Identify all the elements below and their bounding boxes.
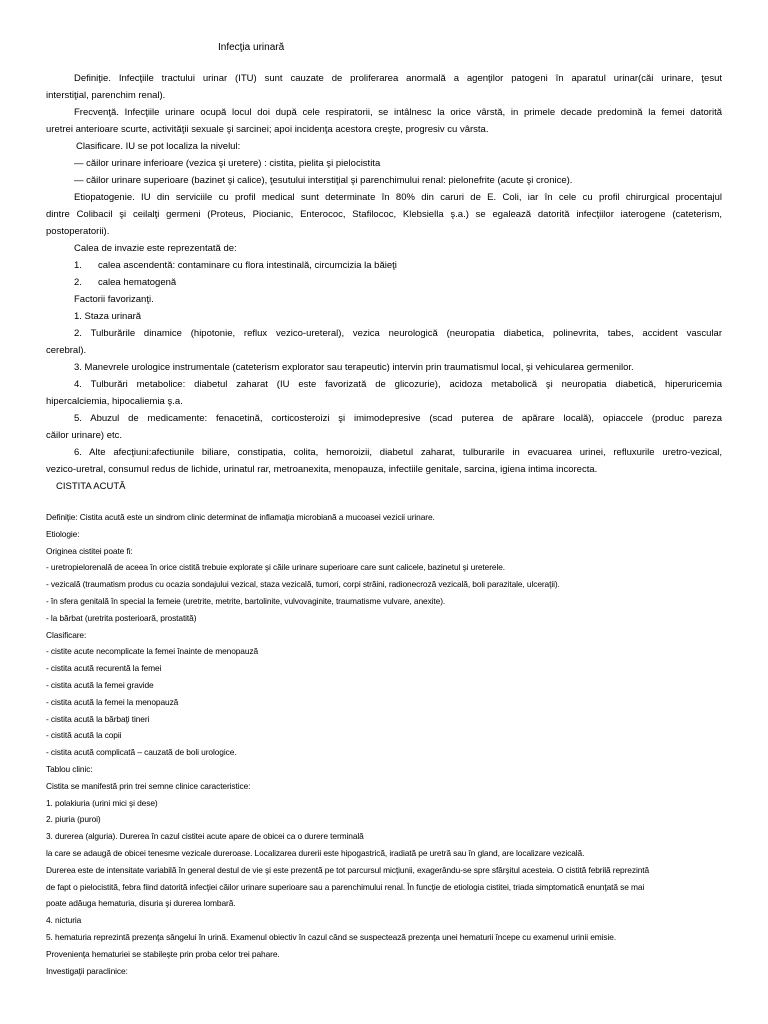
- paragraph-line: poate adăuga hematuria, disuria şi durerea lombară.: [46, 898, 236, 909]
- list-item: 5. hematuria reprezintă prezenţa sângelui în urină. Examenul obiectiv în cazul când se suspectează prezenţa unei hematurii începe cu examenul urinii emisie.: [46, 931, 617, 942]
- list-item: 4. Tulburări metabolice: diabetul zaharat (IU este favorizată de glicozurie), acidoza metabolică şi neuropatia diabetică, hiperuricemia: [74, 379, 722, 390]
- paragraph-line: Calea de invazie este reprezentată de:: [74, 243, 237, 254]
- list-item: [46, 257, 722, 274]
- list-item: - la bărbat (uretrita posterioară, prostatită): [46, 612, 197, 623]
- list-item: - vezicală (traumatism produs cu ocazia sondajului vezical, staza vezicală, tumori, corpi străini, radionecroză vezicală, boli parazitale, ulceraţii).: [46, 579, 560, 590]
- paragraph-line: Etiopatogenie. IU din serviciile cu profil medical sunt determinate în 80% din caruri de E. Coli, iar în cele cu profil chirurgical procentajul: [74, 192, 722, 203]
- paragraph-line: căilor urinare) etc.: [46, 430, 123, 441]
- list-item: 1. Staza urinară: [74, 311, 142, 322]
- subheading: Clasificare:: [46, 629, 87, 640]
- paragraph-line: Clasificare. IU se pot localiza la nivelul:: [76, 141, 241, 152]
- list-item: - cistita acută recurentă la femei: [46, 663, 162, 674]
- list-item: - cistită acută la copii: [46, 730, 122, 741]
- page-title: Infecţia urinară: [218, 42, 285, 53]
- list-item: 6. Alte afecţiuni:afectiunile biliare, constipatia, colita, hemoroizii, diabetul zaharat, tulburarile in evacuarea urinei, refluxurile uretro-vezical,: [74, 447, 722, 458]
- list-item: - cistita acută la femei la menopauză: [46, 696, 179, 707]
- list-item-text: calea hematogenă: [98, 277, 177, 288]
- paragraph-line: interstiţial, parenchim renal).: [46, 90, 166, 101]
- paragraph-line: Originea cistitei poate fi:: [46, 545, 133, 556]
- list-item: - cistita acută la bărbaţi tineri: [46, 713, 150, 724]
- paragraph-line: hipercalciemia, hipocaliemia ş.a.: [46, 396, 183, 407]
- subheading: Etiologie:: [46, 528, 80, 539]
- list-item: 1. polakiuria (urini mici şi dese): [46, 797, 158, 808]
- paragraph-line: postoperatorii).: [46, 226, 110, 237]
- list-item: 3. durerea (alguria). Durerea în cazul cistitei acute apare de obicei ca o durere terminală: [46, 831, 364, 842]
- list-item: 2. piuria (puroi): [46, 814, 101, 825]
- paragraph-line: dintre Colibacil şi ceilalţi germeni (Proteus, Piocianic, Enterococ, Stafilococ, Klebsiella ş.a.) se egalează datorită infecţiilor iaterogene (cateterism,: [46, 209, 722, 220]
- subheading: Investigaţii paraclinice:: [46, 965, 128, 976]
- list-item: - uretropielorenală de aceea în orice cistită trebuie explorate şi căile urinare superioare care sunt calicele, bazinetul şi ureterele.: [46, 562, 506, 573]
- list-item: [46, 274, 722, 291]
- paragraph-line: uretrei anterioare scurte, activităţii sexuale şi sarcinei; apoi incidenţa acestora creşte, progresiv cu vârsta.: [46, 124, 489, 135]
- list-item: 4. nicturia: [46, 915, 82, 926]
- paragraph-line: Definiţie. Infecţiile tractului urinar (ITU) sunt cauzate de proliferarea anormală a agenţilor patogeni în aparatul urinar(căi urinare, ţesut: [74, 73, 722, 84]
- paragraph-line: Durerea este de intensitate variabilă în general destul de vie şi este prezentă pe tot parcursul micţiunii, exagerându-se spre sfârşitul acesteia. O cistită febrilă reprezintă: [46, 864, 650, 875]
- list-item: - cistita acută complicată – cauzată de boli urologice.: [46, 747, 237, 758]
- list-item: — căilor urinare inferioare (vezica şi uretere) : cistita, pielita şi pielocistita: [74, 158, 381, 169]
- list-item: - cistita acută la femei gravide: [46, 679, 154, 690]
- paragraph-line: vezico-uretral, consumul redus de lichide, urinatul rar, metroanexita, menopauza, infectiile genitale, sarcina, igiena intima incorecta.: [46, 464, 598, 475]
- section-heading: CISTITA ACUTĂ: [56, 481, 126, 492]
- subheading: Tablou clinic:: [46, 763, 93, 774]
- paragraph-line: Provenienţa hematuriei se stabileşte prin proba celor trei pahare.: [46, 948, 280, 959]
- list-item: - în sfera genitală în special la femeie (uretrite, metrite, bartolinite, vulvovaginite, traumatisme vulvare, anexite).: [46, 595, 446, 606]
- paragraph-line: Factorii favorizanţi.: [74, 294, 154, 305]
- list-item: 2. Tulburările dinamice (hipotonie, reflux vezico-ureteral), vezica neurologică (neuropatia diabetica, polinevrita, tabes, accident vascular: [74, 328, 722, 339]
- paragraph-line: Definiţie: Cistita acută este un sindrom clinic determinat de inflamaţia microbiană a mucoasei vezicii urinare.: [46, 512, 435, 522]
- section-acute-cystitis: [46, 509, 722, 979]
- list-item: 5. Abuzul de medicamente: fenacetină, corticosteroizi şi imimodepresive (scad puterea de apărare locală), opiaccele (produc pareza: [74, 413, 722, 424]
- list-item: — căilor urinare superioare (bazinet şi calice), ţesutului interstiţial şi parenchimului renal: pielonefrite (acute şi cronice).: [74, 175, 573, 186]
- paragraph-line: la care se adaugă de obicei tenesme vezicale dureroase. Localizarea durerii este hipogastrică, iradiată pe uretră sau în gland, are localizare vezicală.: [46, 847, 585, 858]
- paragraph-line: Cistita se manifestă prin trei semne clinice caracteristice:: [46, 780, 251, 791]
- section-definitions: [46, 70, 722, 495]
- paragraph-line: de fapt o pielocistită, febra fiind datorită infecţiei căilor urinare superioare sau a parenchimului renal. În funcţie de etiologia cistitei, triada simptomatică enunţată se mai: [46, 881, 645, 892]
- list-item-text: calea ascendentă: contaminare cu flora intestinală, circumcizia la băieţi: [98, 260, 397, 271]
- list-item: 3. Manevrele urologice instrumentale (cateterism explorator sau terapeutic) intervin prin traumatismul local, şi vehicularea germenilor.: [74, 362, 634, 373]
- paragraph-line: cerebral).: [46, 345, 87, 356]
- list-number: 1.: [74, 260, 82, 271]
- list-number: 2.: [74, 277, 82, 288]
- paragraph-line: Frecvenţă. Infecţiile urinare ocupă locul doi după cele respiratorii, se intâlnesc la orice vârstă, in primele decade predomină la femei datorită: [74, 107, 722, 118]
- list-item: - cistite acute necomplicate la femei înainte de menopauză: [46, 646, 259, 657]
